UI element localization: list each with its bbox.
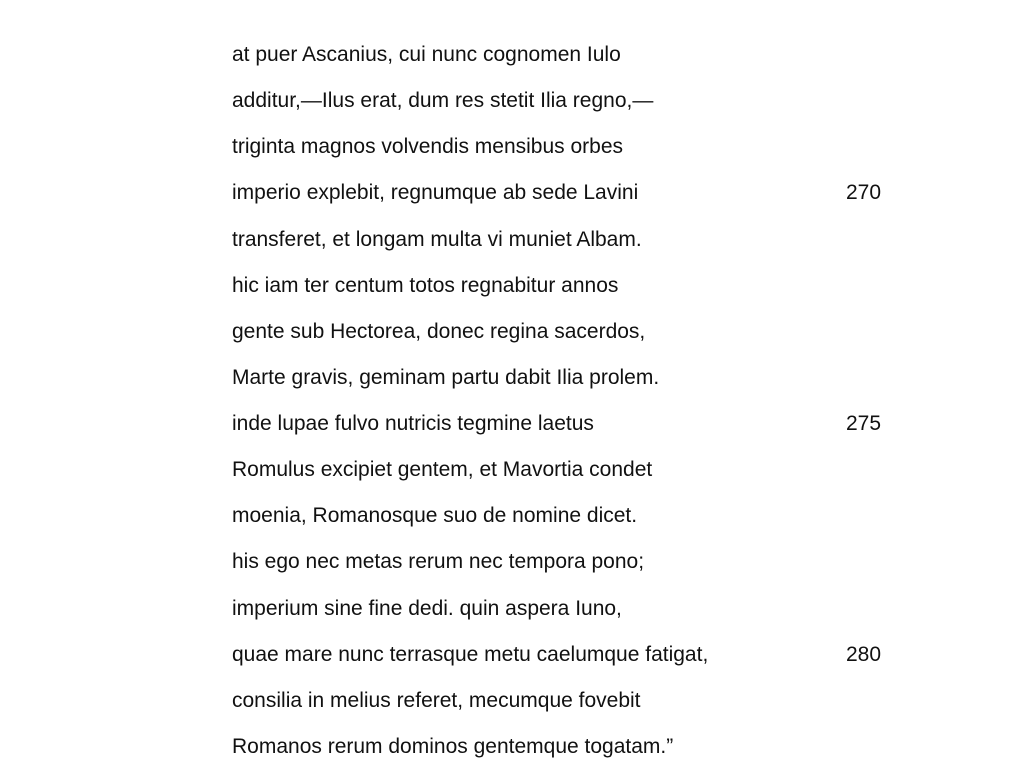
verse-line [232,124,932,170]
verse-text: inde lupae fulvo nutricis tegmine laetus [232,412,594,435]
verse-text: at puer Ascanius, cui nunc cognomen Iulo [232,43,621,66]
verse-text: Romulus excipiet gentem, et Mavortia condet [232,458,653,482]
verse-text: imperium sine fine dedi. quin aspera Iuno, [232,596,622,620]
verse-line [232,78,932,124]
verse-text: triginta magnos volvendis mensibus orbes [232,135,624,159]
verse-line [232,632,932,678]
verse-line [232,263,932,309]
verse-text: Marte gravis, geminam partu dabit Ilia prolem. [232,365,660,389]
verse-line [232,309,932,355]
line-number: 275 [846,412,882,435]
poem-text [232,32,932,770]
verse-line [232,539,932,585]
verse-text: Romanos rerum dominos gentemque togatam.” [232,734,674,758]
verse-line [232,32,932,78]
verse-line [232,447,932,493]
line-number: 280 [846,642,882,666]
verse-line [232,493,932,539]
verse-text: moenia, Romanosque suo de nomine dicet. [232,504,638,528]
verse-line [232,724,932,770]
verse-line [232,170,932,216]
verse-line [232,586,932,632]
verse-text: hic iam ter centum totos regnabitur annos [232,273,619,297]
verse-line [232,401,932,447]
verse-text: imperio explebit, regnumque ab sede Lavini [232,181,639,205]
verse-text: his ego nec metas rerum nec tempora pono; [232,550,645,574]
verse-text: additur,—Ilus erat, dum res stetit Ilia regno,— [232,89,654,113]
line-number: 270 [846,181,882,205]
verse-text: quae mare nunc terrasque metu caelumque fatigat, [232,642,709,666]
verse-text: gente sub Hectorea, donec regina sacerdos, [232,319,646,343]
verse-text: consilia in melius referet, mecumque fovebit [232,688,641,712]
verse-line [232,678,932,724]
verse-text: transferet, et longam multa vi muniet Albam. [232,227,642,251]
verse-line [232,355,932,401]
verse-line [232,217,932,263]
